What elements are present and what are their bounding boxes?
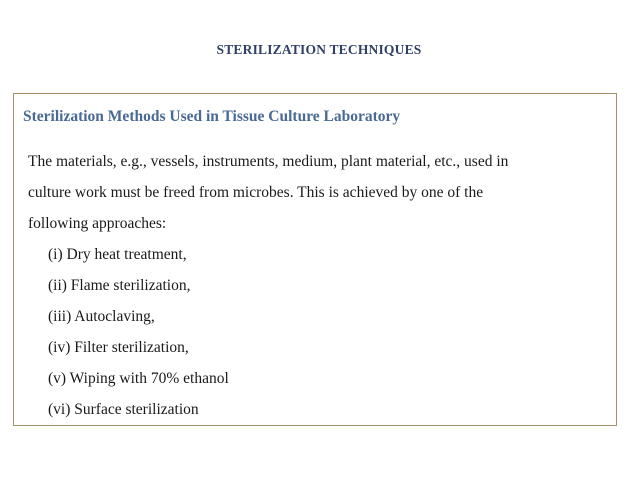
methods-list xyxy=(48,239,229,425)
method-item: (iv) Filter sterilization, xyxy=(48,339,189,356)
slide-title: STERILIZATION TECHNIQUES xyxy=(216,42,422,57)
intro-line: following approaches: xyxy=(28,215,167,232)
method-item: (ii) Flame sterilization, xyxy=(48,277,191,294)
box-heading: Sterilization Methods Used in Tissue Culture Laboratory xyxy=(23,108,401,125)
method-item: (v) Wiping with 70% ethanol xyxy=(48,370,229,387)
intro-line: culture work must be freed from microbes. This is achieved by one of the xyxy=(28,184,484,201)
intro-line: The materials, e.g., vessels, instruments, medium, plant material, etc., used in xyxy=(28,153,509,170)
method-item: (vi) Surface sterilization xyxy=(48,401,199,418)
content-box xyxy=(13,93,617,426)
method-item: (iii) Autoclaving, xyxy=(48,308,155,325)
intro-paragraph xyxy=(28,146,588,239)
method-item: (i) Dry heat treatment, xyxy=(48,246,187,263)
